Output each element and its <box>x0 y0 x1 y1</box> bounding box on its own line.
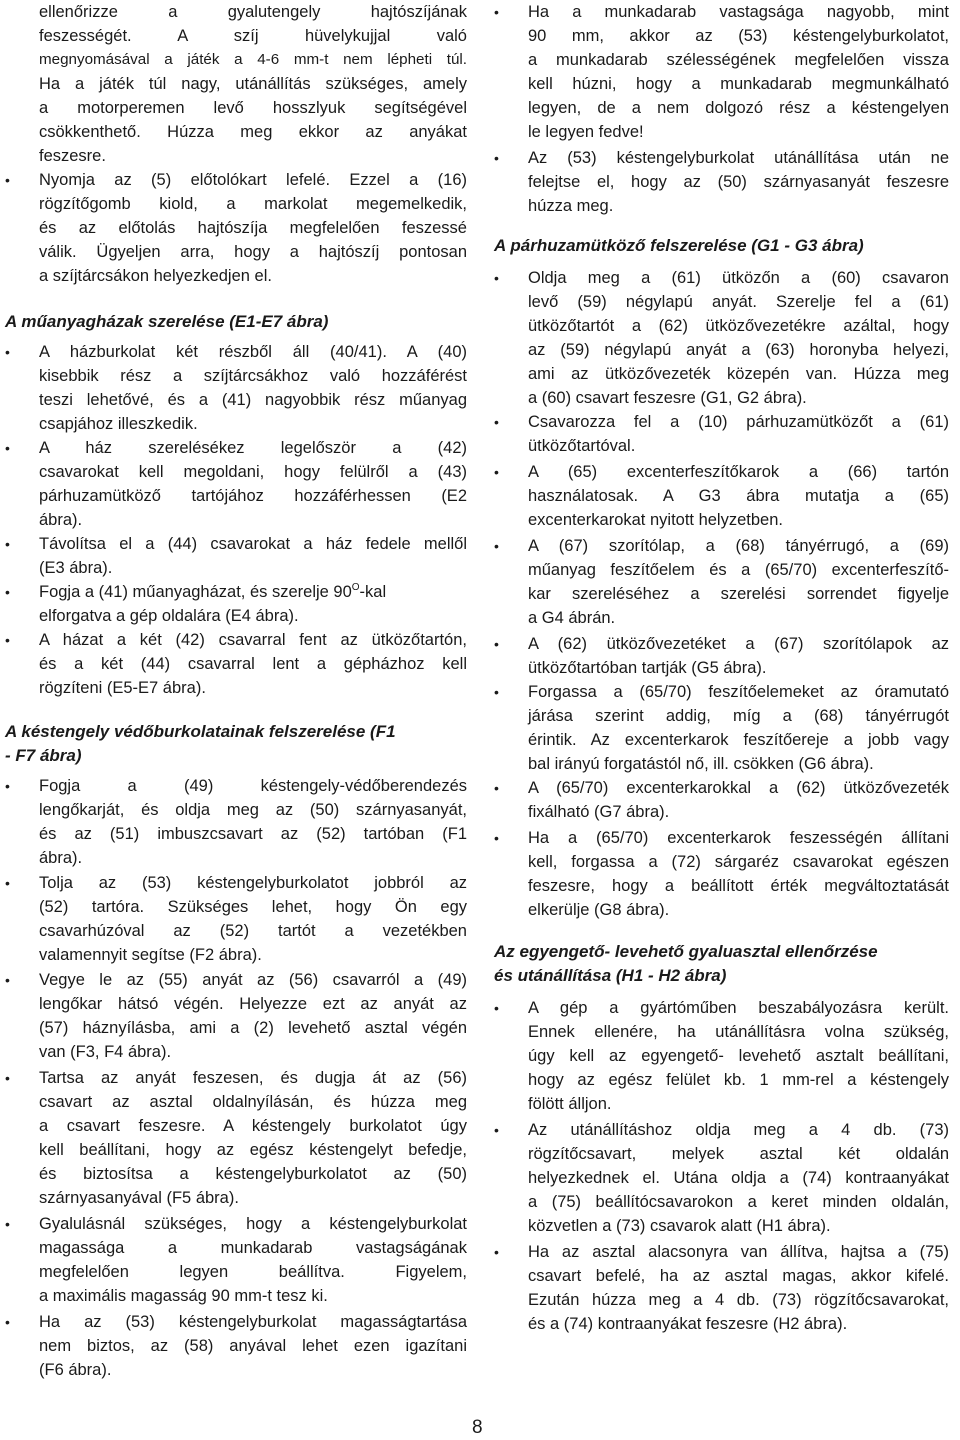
section-heading: A műanyagházak szerelése (E1-E7 ábra) <box>5 312 329 331</box>
text-line: Vegye le az (55) anyát az (56) csavarról a (49) <box>39 971 467 989</box>
text-line: ütközőtartót a (62) ütközővezetékre azáltal, hogy <box>528 317 949 335</box>
text-line: a (60) csavart feszesre (G1, G2 ábra). <box>528 389 807 407</box>
text-line: Az utánállításhoz oldja meg a 4 db. (73) <box>528 1121 949 1139</box>
text-line: hogy az egész felület kb. 1 mm-rel a késtengely <box>528 1071 949 1089</box>
page-number: 8 <box>472 1417 483 1438</box>
text-line: teszi lehetővé, és a (41) nagyobbik rész műanyag <box>39 391 467 409</box>
text-line: Nyomja az (5) előtolókart lefelé. Ezzel a (16) <box>39 171 467 189</box>
text-line: rögzíteni (E5-E7 ábra). <box>39 679 206 697</box>
bullet: • <box>5 440 10 456</box>
section-heading: - F7 ábra) <box>5 746 82 765</box>
text-line: A (67) szorítólap, a (68) tányérrugó, a (69) <box>528 537 949 555</box>
text-line: bal irányú forgatástól nő, ill. csökken (G6 ábra). <box>528 755 874 773</box>
text-line: Ha a munkadarab vastagsága nagyobb, mint <box>528 3 949 21</box>
text-line: feszesre, hogy a beállított érték megváltoztatását <box>528 877 949 895</box>
text-line: válik. Ügyeljen arra, hogy a hajtószíj pontosan <box>39 243 467 261</box>
text-line: ütközőtartóban tartják (G5 ábra). <box>528 659 767 677</box>
text-line: fölött álljon. <box>528 1095 612 1113</box>
text-line: nem biztos, az (58) anyával lehet ezen igazítani <box>39 1337 467 1355</box>
text-line: (57) háznyílásba, ami a (2) levehető asztal végén <box>39 1019 467 1037</box>
text-line: valamennyit segítse (F2 ábra). <box>39 946 262 964</box>
text-line: le legyen fedve! <box>528 123 644 141</box>
degree-superscript: O <box>351 581 360 593</box>
bullet: • <box>494 830 499 846</box>
text-line: lengőkarját, és oldja meg az (50) szárnyasanyát, <box>39 801 467 819</box>
text-line: kell húzni, hogy a munkadarab megmunkálható <box>528 75 949 93</box>
text-line: Tartsa az anyát feszesen, és dugja át az (56) <box>39 1069 467 1087</box>
section-heading: A párhuzamütköző felszerelése (G1 - G3 ábra) <box>494 236 864 255</box>
text-line: ami az ütközővezeték közepén van. Húzza meg <box>528 365 949 383</box>
bullet: • <box>5 584 10 600</box>
bullet: • <box>494 538 499 554</box>
text-line: csavarhúzóval az (52) tartót a vezetékben <box>39 922 467 940</box>
bullet: • <box>5 875 10 891</box>
text-line: rögzítőgomb kiold, a markolat megemelkedik, <box>39 195 467 213</box>
bullet: • <box>494 1122 499 1138</box>
bullet: • <box>5 778 10 794</box>
text-line: Fogja a (41) műanyagházat, és szerelje $90^O$-kal <box>39 581 387 601</box>
text-line: (F6 ábra). <box>39 1361 112 1379</box>
text-line: ábra). <box>39 511 83 529</box>
text-line: ütközőtartóval. <box>528 437 636 455</box>
bullet: • <box>494 636 499 652</box>
bullet: • <box>494 780 499 796</box>
text-line: feszességét. A szíj hüvelykujjal való <box>39 27 467 45</box>
text-line: műanyag feszítőelem és a (65/70) excenterfeszítő- <box>528 561 949 579</box>
text-line: excenterkarokat nyitott helyzetben. <box>528 511 783 529</box>
text-line: van (F3, F4 ábra). <box>39 1043 172 1061</box>
text-line: és az (51) imbuszcsavart az (52) tartóban (F1 <box>39 825 467 843</box>
text-line: Csavarozza fel a (10) párhuzamütközőt a (61) <box>528 413 949 431</box>
section-heading: A késtengely védőburkolatainak felszerelése (F1 <box>5 722 396 741</box>
bullet: • <box>5 1314 10 1330</box>
bullet: • <box>5 344 10 360</box>
text-line: Tolja az (53) késtengelyburkolatot jobbról az <box>39 874 467 892</box>
text-line: Oldja meg a (61) ütközőn a (60) csavaron <box>528 269 949 287</box>
text-line: feszesre. <box>39 147 106 165</box>
bullet: • <box>494 684 499 700</box>
text-line: elforgatva a gép oldalára (E4 ábra). <box>39 607 299 625</box>
text-line: érintik. Az excenterkarok feszítőereje a jobb vagy <box>528 731 949 749</box>
text-line: a motorperemen levő hosszlyuk segítségével <box>39 99 467 117</box>
text-line: (52) tartóra. Szükséges lehet, hogy Ön egy <box>39 898 467 916</box>
text-line: magassága a munkadarab vastagságának <box>39 1239 467 1257</box>
text-line: a (75) beállítócsavarokon a keret minden oldalán, <box>528 1193 949 1211</box>
text-line: A házat a két (42) csavarral fent az ütközőtartón, <box>39 631 467 649</box>
bullet: • <box>494 270 499 286</box>
text-line: (E3 ábra). <box>39 559 113 577</box>
text-line: a csavart feszesre. A késtengely burkolatot úgy <box>39 1117 467 1135</box>
text-line: Távolítsa el a (44) csavarokat a ház fedele mellől <box>39 535 467 553</box>
text-line: Fogja a (49) késtengely-védőberendezés <box>39 777 467 795</box>
text-line: csökkenthető. Húzza meg ekkor az anyákat <box>39 123 467 141</box>
text-line: levő (59) négylapú anyát. Szerelje fel a (61) <box>528 293 949 311</box>
section-heading: és utánállítása (H1 - H2 ábra) <box>494 966 727 985</box>
text-line: A házburkolat két részből áll (40/41). A (40) <box>39 343 467 361</box>
text-line: Ha a (65/70) excenterkarok feszességén állítani <box>528 829 949 847</box>
text-line: a maximális magasság 90 mm-t tesz ki. <box>39 1287 328 1305</box>
text-line: párhuzamütköző tartójához hozzáférhessen (E2 <box>39 487 467 505</box>
section-heading: Az egyengető- levehető gyaluasztal ellenőrzése <box>494 942 878 961</box>
text-line: Ennek ellenére, ha utánállításra volna szükség, <box>528 1023 949 1041</box>
text-line: A (65/70) excenterkarokkal a (62) ütközővezeték <box>528 779 949 797</box>
text-line: kell beállítani, hogy az egész késtengelyt befedje, <box>39 1141 467 1159</box>
bullet: • <box>5 172 10 188</box>
text-line: A ház szerelésékez legelőször a (42) <box>39 439 467 457</box>
text-line: ábra). <box>39 849 83 867</box>
text-line: Gyalulásnál szükséges, hogy a késtengelyburkolat <box>39 1215 467 1233</box>
text-line: és a (74) kontraanyákat feszesre (H2 ábra). <box>528 1315 848 1333</box>
bullet: • <box>494 464 499 480</box>
text-line: és biztosítsa a késtengelyburkolatot az (50) <box>39 1165 467 1183</box>
text-line: megfelelően legyen beállítva. Figyelem, <box>39 1263 467 1281</box>
text-line: húzza meg. <box>528 197 614 215</box>
text-line: Az (53) késtengelyburkolat utánállítása után ne <box>528 149 949 167</box>
text-line: szárnyasanyával (F5 ábra). <box>39 1189 239 1207</box>
text-line: kisebbik rész a szíjtárcsákhoz való hozzáférést <box>39 367 467 385</box>
text-line: a munkadarab szélességének megfelelően vissza <box>528 51 949 69</box>
text-line: közvetlen a (73) csavarok alatt (H1 ábra). <box>528 1217 831 1235</box>
text-line: legyen, de a nem dolgozó rész a késtengelyen <box>528 99 949 117</box>
bullet: • <box>5 536 10 552</box>
text-line: a G4 ábrán. <box>528 609 616 627</box>
text-line: rögzítőcsavart, melyek asztal két oldalán <box>528 1145 949 1163</box>
text-line: A (65) excenterfeszítőkarok a (66) tartón <box>528 463 949 481</box>
bullet: • <box>494 1244 499 1260</box>
text-line: úgy kell az egyengető- levehető asztalt beállítani, <box>528 1047 949 1065</box>
text-line: és a két (44) csavarral lent a gépházhoz kell <box>39 655 467 673</box>
text-line: helyezkednek el. Utána oldja a (74) kontraanyákat <box>528 1169 949 1187</box>
text-line: csavart az asztal oldalnyílásán, és húzza meg <box>39 1093 467 1111</box>
bullet: • <box>494 4 499 20</box>
text-line: kell, forgassa a (72) sárgaréz csavarokat egészen <box>528 853 949 871</box>
text-line: fixálható (G7 ábra). <box>528 803 670 821</box>
bullet: • <box>494 414 499 430</box>
text-line: 90 mm, akkor az (53) késtengelyburkolatot, <box>528 27 949 45</box>
bullet: • <box>5 632 10 648</box>
text-line: csapjához illeszkedik. <box>39 415 198 433</box>
text-line: A (62) ütközővezetéket a (67) szorítólapok az <box>528 635 949 653</box>
text-line: a szíjtárcsákon helyezkedjen el. <box>39 267 272 285</box>
text-line: lengőkar hátsó végén. Helyezze ezt az anyát az <box>39 995 467 1013</box>
bullet: • <box>5 1216 10 1232</box>
text-line: Ha az (53) késtengelyburkolat magasságtartása <box>39 1313 467 1331</box>
text-line: csavarokat kell megoldani, hogy felülről a (43) <box>39 463 467 481</box>
text-line: elkerülje (G8 ábra). <box>528 901 670 919</box>
text-line: és az előtolás hajtószíja megfelelően feszessé <box>39 219 467 237</box>
text-line: A gép a gyártóműben beszabályozásra került. <box>528 999 949 1017</box>
text-line: megnyomásával a játék a 4-6 mm-t nem lépheti túl. <box>39 51 467 68</box>
text-line: kar szereléséhez a szerelési sorrendet figyelje <box>528 585 949 603</box>
text-line: az (59) négylapú anyát a (63) horonyba helyezi, <box>528 341 949 359</box>
text-line: használatosak. A G3 ábra mutatja a (65) <box>528 487 949 505</box>
text-line: Ha a játék túl nagy, utánállítás szükséges, amely <box>39 75 467 93</box>
text-line: csavart befelé, ha az asztal magas, akkor kifelé. <box>528 1267 949 1285</box>
bullet: • <box>5 1070 10 1086</box>
text-line: járása szerint addig, míg a (68) tányérrugót <box>528 707 949 725</box>
text-line: Forgassa a (65/70) feszítőelemeket az óramutató <box>528 683 949 701</box>
text-line: Ha az asztal alacsonyra van állítva, hajtsa a (75) <box>528 1243 949 1261</box>
text-line: felejtse el, hogy az (50) szárnyasanyát feszesre <box>528 173 949 191</box>
text-line: Ezután húzza meg a 4 db. (73) rögzítőcsavarokat, <box>528 1291 949 1309</box>
bullet: • <box>494 150 499 166</box>
text-line: ellenőrizze a gyalutengely hajtószíjának <box>39 3 467 21</box>
bullet: • <box>494 1000 499 1016</box>
bullet: • <box>5 972 10 988</box>
